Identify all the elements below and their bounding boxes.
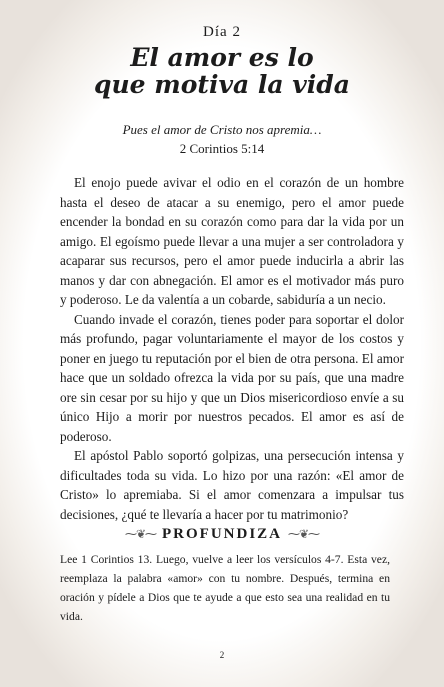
paragraph: El apóstol Pablo soportó golpizas, una persecución intensa y dificultades toda su vida. Lo hizo por una razón: «El amor de Cristo» lo apremiaba. Si el amor comenzara a impulsar tus decisiones, ¿qué te llevaría a hacer por tu matrimonio? [60, 448, 404, 522]
title-line-1: El amor es lo [130, 43, 314, 72]
paragraph: Cuando invade el corazón, tienes poder para soportar el dolor más profundo, pagar voluntariamente el mayor de los costos y poner en juego tu reputación por el bien de otra persona. El amor hace que un soldado ofrezca la vida por su país, que una madre ore sin cesar por su hijo y que un Dios misericordioso envíe a su único Hijo a morir por nuestros pecados. El amor es así de poderoso. [60, 311, 404, 444]
section-heading [0, 526, 444, 543]
epigraph-quote: Pues el amor de Cristo nos apremia… [122, 122, 322, 137]
page-number: 2 [219, 650, 225, 660]
activity-text: Lee 1 Corintios 13. Luego, vuelve a leer los versículos 4-7. Esta vez, reemplaza la palabra «amor» con tu nombre. Después, termina en oración y pídele a Dios que te ayude a que esto sea una realidad en tu vida. [60, 553, 390, 623]
page-title [0, 44, 444, 98]
body-text [60, 173, 404, 524]
day-label: Día 2 [203, 24, 241, 40]
section-title: PROFUNDIZA [162, 526, 282, 542]
paragraph: El enojo puede avivar el odio en el corazón de un hombre hasta el deseo de atacar a su enemigo, pero el amor puede encender la bondad en su corazón como para dar la vida por un amigo. El egoísmo puede llevar a una mujer a ser controladora y acaparar sus recursos, pero el amor puede inducirla a abrir las manos y dar con abnegación. El amor es el motivador más puro y poderoso. Le da valentía a un cobarde, sabiduría a un necio. [60, 175, 404, 307]
ornament-right-icon: ⁓❦⁓ [288, 527, 320, 541]
epigraph-reference: 2 Corintios 5:14 [179, 141, 265, 156]
ornament-left-icon: ⁓❦⁓ [124, 527, 156, 541]
title-line-2: que motiva la vida [94, 70, 350, 99]
epigraph [0, 120, 444, 158]
